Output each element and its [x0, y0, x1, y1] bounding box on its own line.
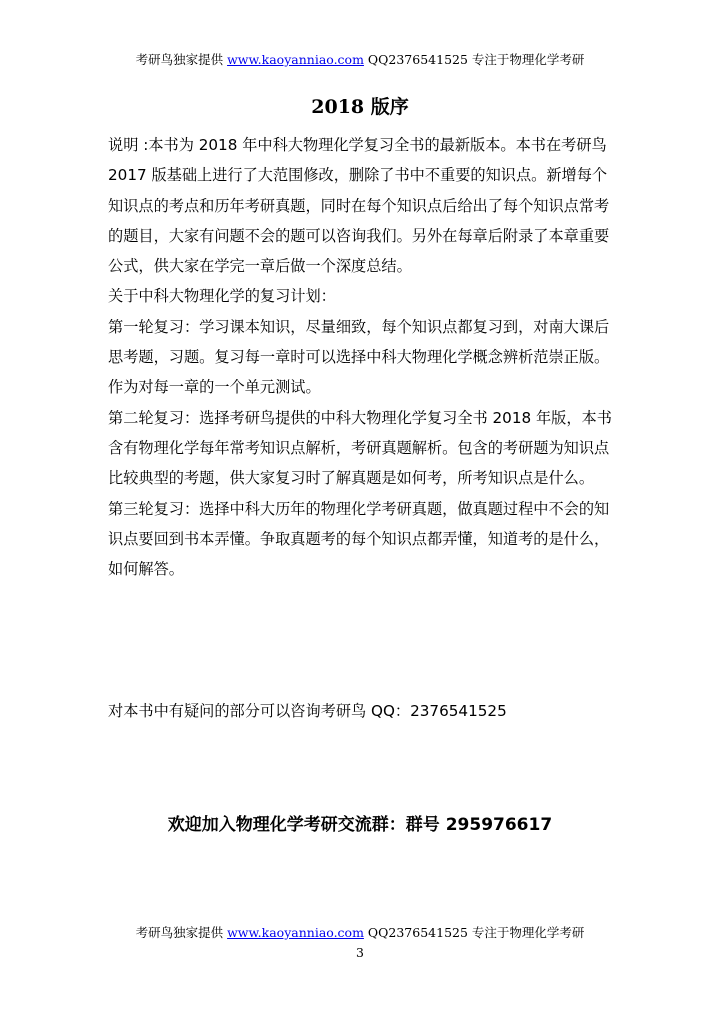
paragraph-intro: 说明 :本书为 2018 年中科大物理化学复习全书的最新版本。本书在考研鸟 2017 版基础上进行了大范围修改，删除了书中不重要的知识点。新增每个知识点的考点和历年考研真题，同时在每个知识点后给出了每个知识点常考的题目，大家有问题不会的题可以咨询我们。另外在每章后附录了本章重要公式，供大家在学完一章后做一个深度总结。 — [108, 136, 610, 276]
footer-provider-text: 考研鸟独家提供 — [135, 925, 228, 940]
footer-qq-text: QQ2376541525 专注于物理化学考研 — [363, 925, 585, 940]
page-title: 2018 版序 — [311, 96, 409, 118]
page-header — [0, 52, 720, 68]
contact-note: 对本书中有疑问的部分可以咨询考研鸟 QQ：2376541525 — [108, 702, 507, 720]
group-invitation: 欢迎加入物理化学考研交流群：群号 295976617 — [167, 815, 553, 835]
page-footer — [0, 925, 720, 941]
paragraph-round-three: 第三轮复习：选择中科大历年的物理化学考研真题，做真题过程中不会的知识点要回到书本弄懂。争取真题考的每个知识点都弄懂，知道考的是什么，如何解答。 — [108, 499, 610, 579]
header-qq-text: QQ2376541525 专注于物理化学考研 — [363, 52, 585, 67]
header-website-link[interactable]: www.kaoyanniao.com — [227, 52, 364, 67]
paragraph-round-one: 第一轮复习：学习课本知识，尽量细致，每个知识点都复习到，对南大课后思考题，习题。复习每一章时可以选择中科大物理化学概念辨析范崇正版。作为对每一章的一个单元测试。 — [108, 317, 610, 397]
paragraph-plan-heading: 关于中科大物理化学的复习计划： — [108, 287, 336, 306]
page-number: 3 — [356, 945, 364, 960]
header-provider-text: 考研鸟独家提供 — [135, 52, 228, 67]
paragraph-round-two: 第二轮复习：选择考研鸟提供的中科大物理化学复习全书 2018 年版，本书含有物理化学每年常考知识点解析，考研真题解析。包含的考研题为知识点比较典型的考题，供大家复习时了解真题是如何考，所考知识点是什么。 — [108, 408, 612, 488]
preface-body — [108, 130, 616, 584]
footer-website-link[interactable]: www.kaoyanniao.com — [227, 925, 364, 940]
